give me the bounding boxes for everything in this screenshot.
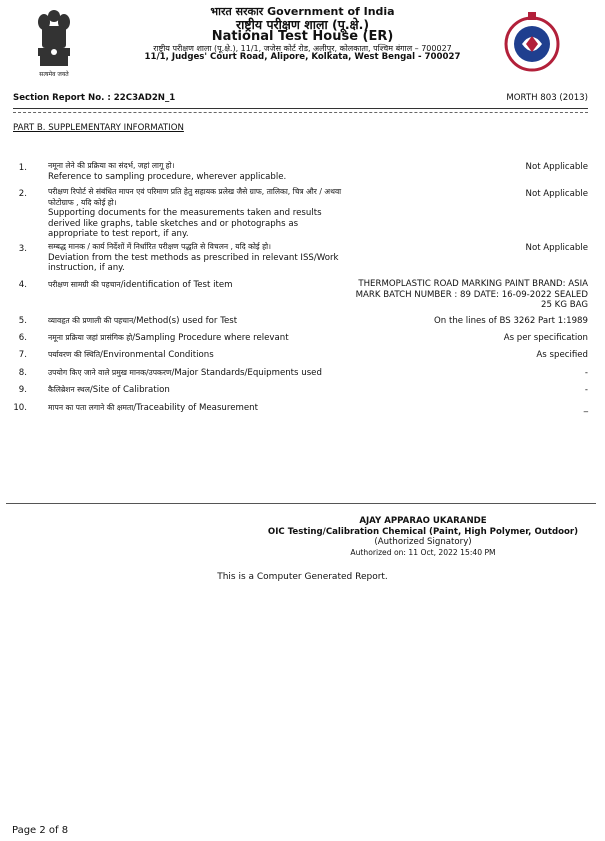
item-number: 2. <box>18 189 27 199</box>
item-label <box>48 333 348 344</box>
item-value: On the lines of BS 3262 Part 1:1989 <box>434 316 588 326</box>
item-label-english: /Environmental Conditions <box>100 350 214 360</box>
item-label <box>48 350 348 361</box>
item-label-hindi: उपयोग किए जाने वाले प्रमुख मानक/उपकरण <box>48 368 172 377</box>
item-value: As specified <box>536 350 588 360</box>
nth-logo <box>504 10 560 78</box>
item-number: 4. <box>18 280 27 290</box>
authorized-timestamp: Authorized on: 11 Oct, 2022 15:40 PM <box>350 547 496 557</box>
item-label-english: /Major Standards/Equipments used <box>171 368 322 378</box>
item-label-hindi: पर्यावरण की स्थिति <box>48 350 101 359</box>
ashoka-emblem-logo <box>28 6 80 80</box>
emblem-motto: सत्यमेव जयते <box>39 71 69 78</box>
item-label-hindi: नमूना प्रक्रिया जहां प्रासंगिक हो <box>48 333 133 342</box>
item-value: THERMOPLASTIC ROAD MARKING PAINT BRAND: ASIA MARK BATCH NUMBER : 89 DATE: 16-09-2022 SEALED 25 KG BAG <box>355 279 588 310</box>
item-label-english: /Traceability of Measurement <box>133 403 258 413</box>
item-label <box>48 280 348 291</box>
header-address: 11/1, Judges' Court Road, Alipore, Kolkata, West Bengal - 700027 <box>144 52 461 62</box>
item-label-english: Deviation from the test methods as prescribed in relevant ISS/Work instruction, if any. <box>48 252 339 273</box>
item-number: 8. <box>18 368 27 378</box>
signatory-name: AJAY APPARAO UKARANDE <box>359 516 487 526</box>
item-label <box>48 161 348 182</box>
item-label <box>48 316 348 327</box>
item-label-english: /Method(s) used for Test <box>133 316 238 326</box>
header-hindi-name: राष्ट्रीय परीक्षण शाला (पू.क्षे.) <box>235 17 370 32</box>
item-value: Not Applicable <box>525 243 588 253</box>
item-label-hindi: परीक्षण रिपोर्ट से संबंधित मापन एवं परिमाण प्रति हेतु सहायक प्रलेख जैसे ग्राफ, तालिका, चित्र और / अथवा फोटोग्राफ , यदि कोई हो। <box>48 187 342 207</box>
signatory-role: OIC Testing/Calibration Chemical (Paint, High Polymer, Outdoor) <box>267 526 579 537</box>
item-number: 1. <box>18 163 27 173</box>
item-number: 7. <box>18 350 27 360</box>
signature-divider <box>6 503 596 504</box>
item-label-hindi: व्यावहृत की प्रणाली की पहचान <box>48 316 134 325</box>
item-number: 10. <box>13 403 27 413</box>
item-label <box>48 368 348 379</box>
header-org-name: National Test House (ER) <box>211 29 394 44</box>
item-value: Not Applicable <box>525 189 588 199</box>
part-b-title: PART B. SUPPLEMENTARY INFORMATION <box>13 123 184 133</box>
section-report-number: Section Report No. : 22C3AD2N_1 <box>13 93 176 103</box>
page-number: Page 2 of 8 <box>12 825 69 836</box>
item-label-english: /identification of Test item <box>120 280 233 290</box>
item-value: _ <box>583 403 588 413</box>
divider-solid <box>13 108 588 109</box>
item-label <box>48 242 348 274</box>
standard-reference: MORTH 803 (2013) <box>506 93 588 103</box>
signatory-block <box>258 516 588 558</box>
item-label <box>48 187 348 240</box>
item-number: 5. <box>18 316 27 326</box>
item-label-english: /Sampling Procedure where relevant <box>132 333 289 343</box>
signatory-title: (Authorized Signatory) <box>374 537 472 547</box>
item-label-hindi: परीक्षण सामग्री की पहचान <box>48 280 121 289</box>
item-label-hindi: कैलिब्रेशन स्थल <box>48 385 90 394</box>
divider-dashed <box>13 112 588 113</box>
item-label-english: Supporting documents for the measurements taken and results derived like graphs, table sketches and or photographs as appropriate to test report, if any. <box>48 208 322 239</box>
item-label-hindi: मापन का पता लगाने की क्षमता <box>48 403 134 412</box>
item-number: 6. <box>18 333 27 343</box>
item-value: - <box>584 385 588 395</box>
item-label-hindi: सम्बद्ध मानक / कार्य निर्देशों में निर्धारित परीक्षण पद्धति से विचलन , यदि कोई हो। <box>48 242 271 251</box>
item-label-hindi: नमूना लेने की प्रक्रिया का संदर्भ, जहां लागू हो। <box>48 161 175 170</box>
computer-generated-note: This is a Computer Generated Report. <box>217 572 388 582</box>
item-number: 3. <box>18 244 27 254</box>
item-label-english: /Site of Calibration <box>89 385 170 395</box>
item-value: - <box>584 368 588 378</box>
item-label <box>48 403 348 414</box>
header-government: भारत सरकार Government of India <box>210 5 395 18</box>
item-label <box>48 385 348 396</box>
header-hindi-address: राष्ट्रीय परीक्षण शाला (पू.क्षे.), 11/1, जजेस कोर्ट रोड, अलीपुर, कोलकाता, पश्चिम बंगाल – 700027 <box>153 44 452 53</box>
item-value: Not Applicable <box>525 162 588 172</box>
item-label-english: Reference to sampling procedure, wherever applicable. <box>48 171 287 182</box>
item-value: As per specification <box>503 333 588 343</box>
item-number: 9. <box>18 385 27 395</box>
